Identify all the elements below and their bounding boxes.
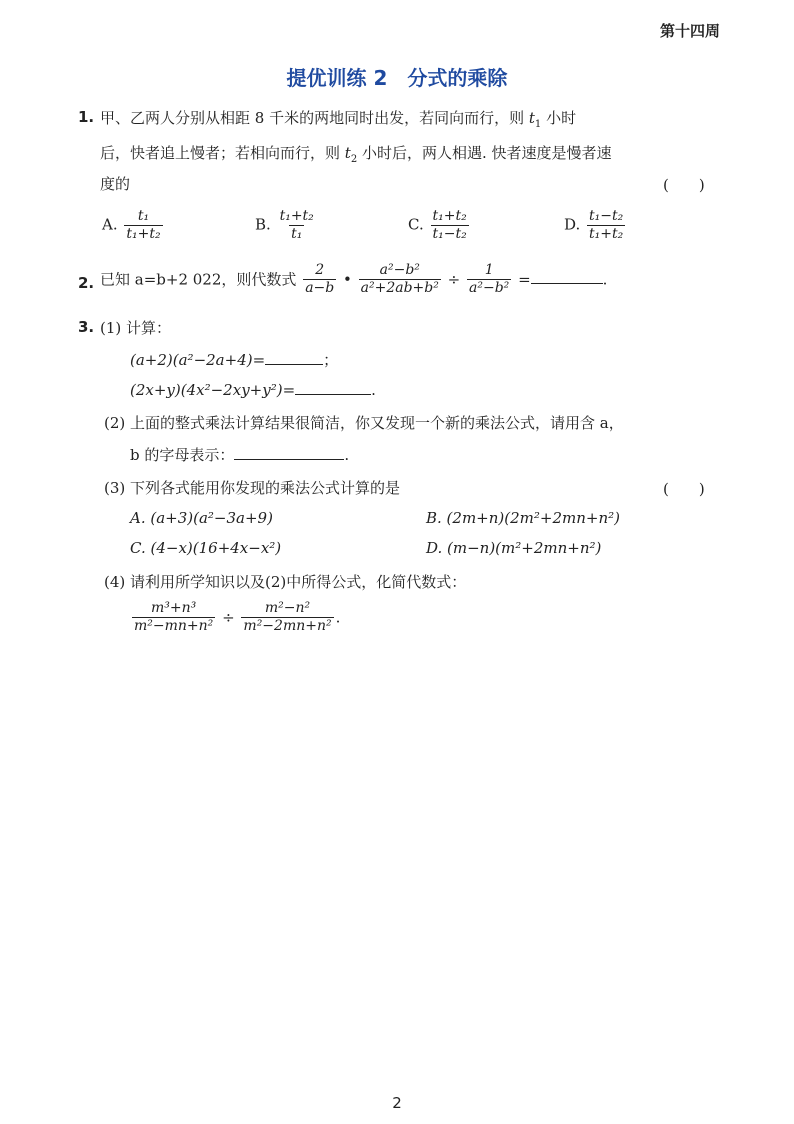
page-title: 提优训练 2 分式的乘除	[286, 66, 508, 90]
q3-expr-1-blank	[265, 350, 323, 365]
q3-option-b: B. (2m+n)(2m²+2mn+n²)	[426, 509, 620, 527]
q3-part-4-expression: $\frac{\text{m³+n³}}{\text{m²−mn+n²}}$ ÷ $\frac{\text{m²−n²}}{\text{m²−2mn+n²}}$ .	[134, 600, 341, 634]
q1-option-d: D. $\frac{\text{t₁−t₂}}{\text{t₁+t₂}}$	[564, 208, 624, 242]
q3-expr-2: (2x+y)(4x²−2xy+y²)= .	[130, 381, 376, 399]
question-1-line-2: 后，快者追上慢者；若相向而行，则 $t_2$ 小时后，两人相遇. 快者速度是慢者速	[100, 144, 612, 165]
q3-part-3-label: (3) 下列各式能用你发现的乘法公式计算的是	[104, 479, 401, 497]
page-number: 2	[392, 1094, 402, 1112]
q3-part-3-answer-paren: ( )	[663, 480, 705, 498]
q1-option-a: A. $\frac{\text{t₁}}{\text{t₁+t₂}}$	[102, 208, 161, 242]
question-1-line-1: 甲、乙两人分别从相距 8 千米的两地同时出发，若同向而行，则 $t_1$ 小时	[100, 109, 577, 130]
q3-part-2-line-2: b 的字母表示： .	[130, 446, 350, 464]
q3-part-1-label: (1) 计算：	[100, 319, 172, 337]
question-1-number: 1.	[78, 108, 95, 126]
question-2-expression: 已知 a=b+2 022，则代数式 $\frac{2}{a-b}$ • $\frac{\text{a²−b²}}{\text{a²+2ab+b²}}$ ÷ $\frac{1}{\text{a²−b²}}$ = .	[100, 262, 608, 296]
q3-expr-1: (a+2)(a²−2a+4)= ；	[130, 351, 339, 369]
question-1-answer-paren: ( )	[663, 176, 705, 194]
q3-part-2-blank	[234, 445, 344, 460]
question-2-number: 2.	[78, 274, 95, 292]
q3-option-a: A. (a+3)(a²−3a+9)	[130, 509, 273, 527]
q2-answer-blank	[531, 269, 603, 284]
q3-option-c: C. (4−x)(16+4x−x²)	[130, 539, 282, 557]
q3-part-4-label: (4) 请利用所学知识以及(2)中所得公式，化简代数式：	[104, 573, 467, 591]
week-label: 第十四周	[659, 22, 720, 40]
q3-expr-2-blank	[295, 380, 371, 395]
question-3-number: 3.	[78, 318, 95, 336]
q3-option-d: D. (m−n)(m²+2mn+n²)	[426, 539, 602, 557]
q1-option-b: B. $\frac{\text{t₁+t₂}}{\text{t₁}}$	[255, 208, 314, 242]
question-1-line-3: 度的	[100, 175, 131, 193]
q3-part-2-line-1: (2) 上面的整式乘法计算结果很简洁，你又发现一个新的乘法公式，请用含 a，	[104, 414, 624, 432]
q1-option-c: C. $\frac{\text{t₁+t₂}}{\text{t₁−t₂}}$	[408, 208, 467, 242]
